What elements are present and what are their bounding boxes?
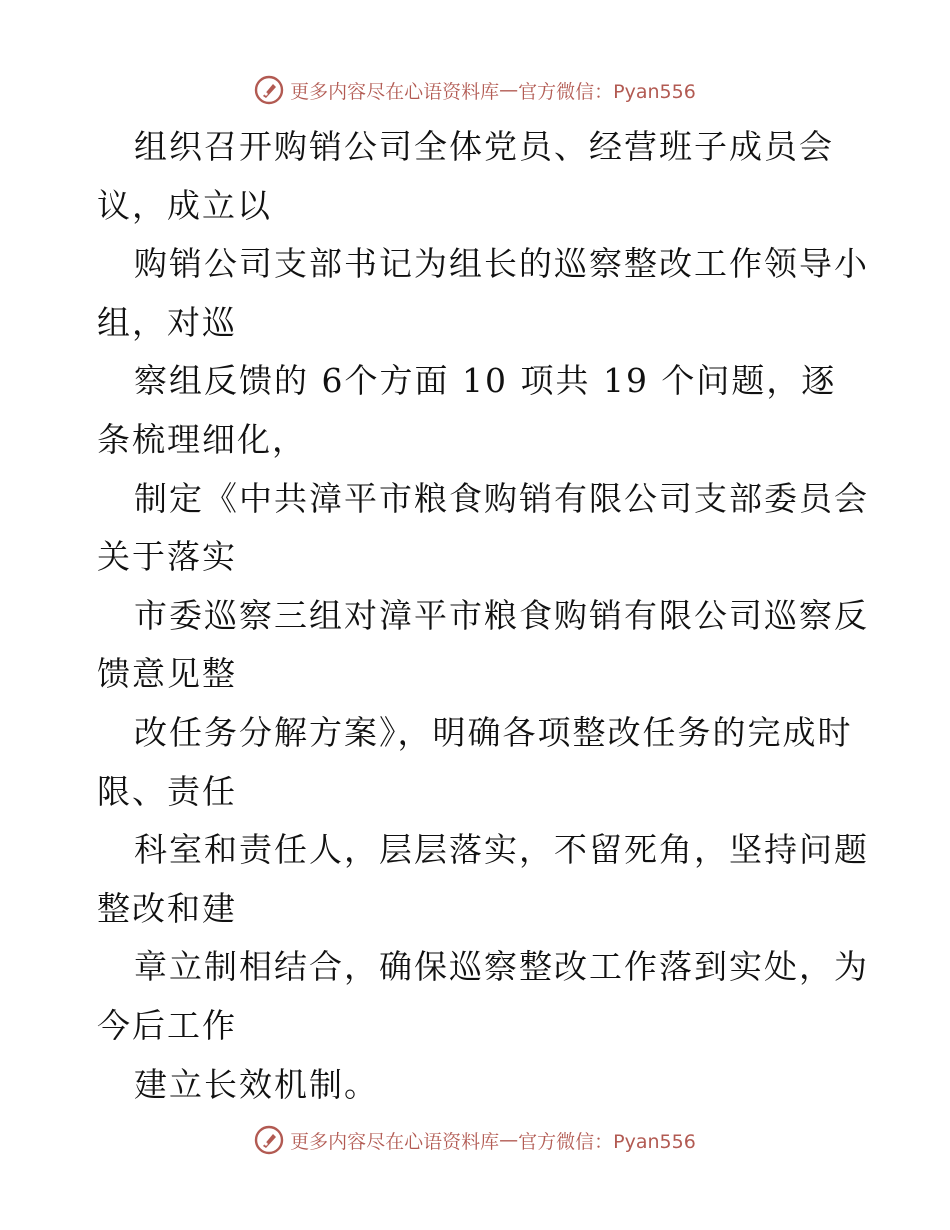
paragraph-line: 购销公司支部书记为组长的巡察整改工作领导小 [134, 244, 869, 284]
paragraph-line: 关于落实 [97, 537, 237, 577]
paragraph-line: 制定《中共漳平市粮食购销有限公司支部委员会 [134, 478, 869, 518]
paragraph-line: 议，成立以 [97, 185, 272, 225]
document-body [97, 118, 869, 1114]
watermark-separator: — [499, 79, 519, 101]
paragraph-line: 组织召开购销公司全体党员、经营班子成员会 [134, 127, 834, 166]
pen-nib-logo-icon [254, 1125, 284, 1155]
watermark-separator: — [499, 1129, 519, 1151]
watermark-contact: 官方微信：Pyan556 [518, 1130, 696, 1153]
paragraph-line: 科室和责任人，层层落实，不留死角，坚持问题 [134, 830, 869, 870]
watermark-text: 更多内容尽在心语资料库 [290, 80, 500, 103]
watermark-text: 更多内容尽在心语资料库 [290, 1130, 500, 1153]
pen-nib-logo-icon [254, 75, 284, 105]
paragraph-line: 章立制相结合，确保巡察整改工作落到实处，为 [134, 947, 869, 987]
paragraph-line: 市委巡察三组对漳平市粮食购销有限公司巡察反 [134, 595, 869, 635]
paragraph-line: 建立长效机制。 [134, 1064, 379, 1104]
paragraph-line: 改任务分解方案》，明确各项整改任务的完成时 [134, 712, 853, 752]
paragraph-line: 整改和建 [97, 888, 237, 928]
paragraph-line: 条梳理细化， [97, 419, 307, 459]
paragraph-line: 组，对巡 [97, 302, 237, 342]
paragraph-line: 馈意见整 [97, 654, 237, 694]
paragraph-line: 今后工作 [97, 1005, 237, 1045]
paragraph-line: 限、责任 [97, 771, 237, 811]
watermark-contact: 官方微信：Pyan556 [518, 80, 696, 103]
footer-watermark [0, 1120, 950, 1160]
paragraph-line: 察组反馈的 6个方面 10 项共 19 个问题，逐 [134, 361, 837, 401]
header-watermark [0, 70, 950, 110]
